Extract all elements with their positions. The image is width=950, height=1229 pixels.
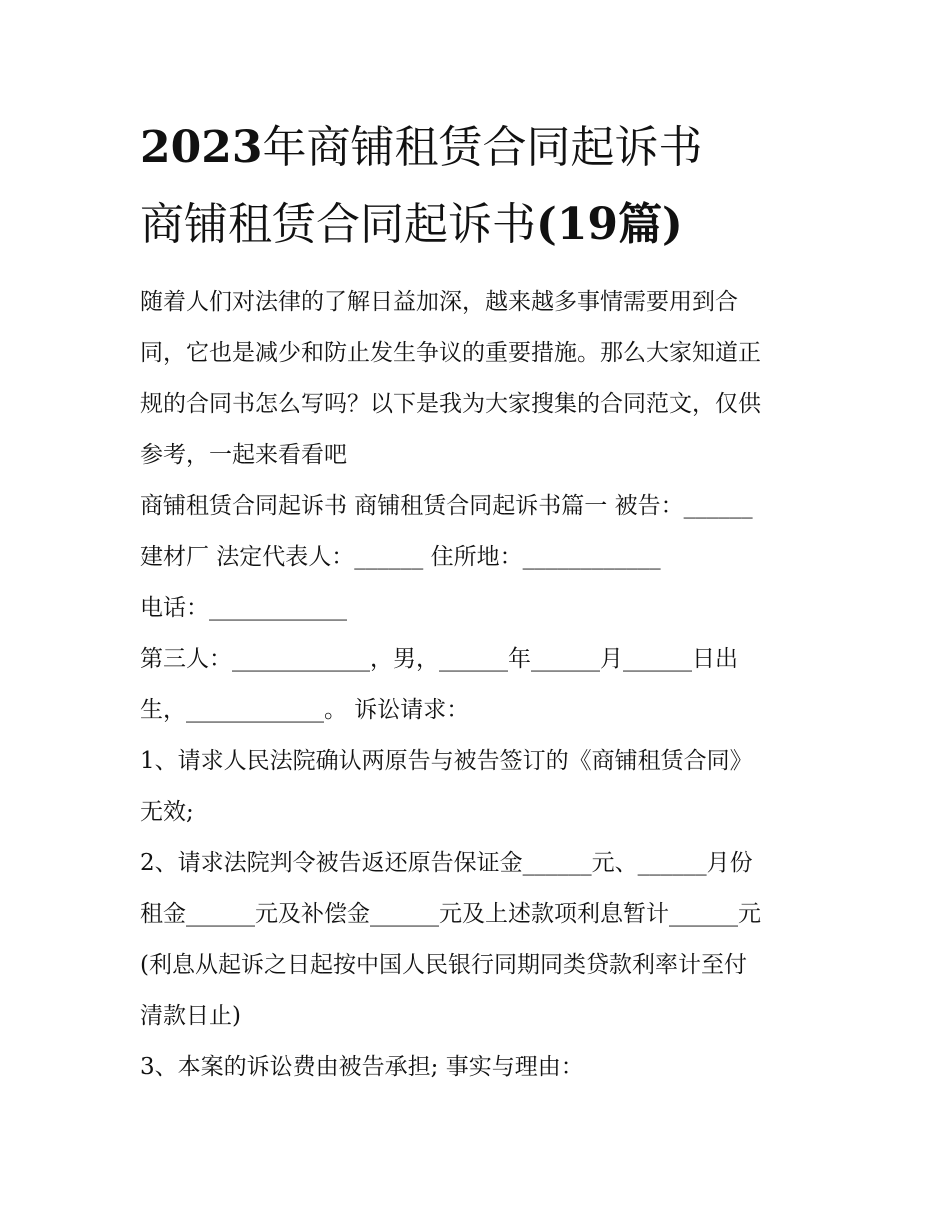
intro-line-4: 参考，一起来看看吧 xyxy=(140,442,347,468)
claim-2-line-4: 清款日止) xyxy=(140,1003,241,1029)
title-count: (19 xyxy=(536,199,619,250)
claim-1-line-2: 无效; xyxy=(140,799,194,825)
claim-3-line: 3、本案的诉讼费由被告承担; 事实与理由： xyxy=(140,1054,584,1080)
claim-2-line-2: 租金______元及补偿金______元及上述款项利息暂计______元 xyxy=(140,901,761,927)
title-count-suffix: 篇) xyxy=(618,199,683,250)
claim-1-line-1: 1、请求人民法院确认两原告与被告签订的《商铺租赁合同》 xyxy=(140,748,753,774)
title-line-2-text: 商铺租赁合同起诉书 xyxy=(140,199,536,250)
third-party-line-1: 第三人：____________，男，______年______月______日出 xyxy=(140,646,738,672)
title-year: 2023 xyxy=(140,122,263,173)
document-title-line-1 xyxy=(140,122,830,174)
claim-2-line-1: 2、请求法院判令被告返还原告保证金______元、______月份 xyxy=(140,850,753,876)
claim-2-line-3: (利息从起诉之日起按中国人民银行同期同类贷款利率计至付 xyxy=(140,952,747,978)
title-line-1-text: 年商铺租赁合同起诉书 xyxy=(262,122,703,173)
third-party-line-2: 生，____________。 诉讼请求： xyxy=(140,697,470,723)
representative-line: 建材厂 法定代表人：______ 住所地：____________ xyxy=(140,544,661,570)
defendant-line: 商铺租赁合同起诉书 商铺租赁合同起诉书篇一 被告：______ xyxy=(140,493,753,519)
intro-line-2: 同，它也是减少和防止发生争议的重要措施。那么大家知道正 xyxy=(140,340,761,366)
intro-line-3: 规的合同书怎么写吗？以下是我为大家搜集的合同范文，仅供 xyxy=(140,391,761,417)
phone-line: 电话：____________ xyxy=(140,595,347,621)
intro-line-1: 随着人们对法律的了解日益加深，越来越多事情需要用到合 xyxy=(140,289,738,315)
document-title-line-2 xyxy=(140,199,830,251)
